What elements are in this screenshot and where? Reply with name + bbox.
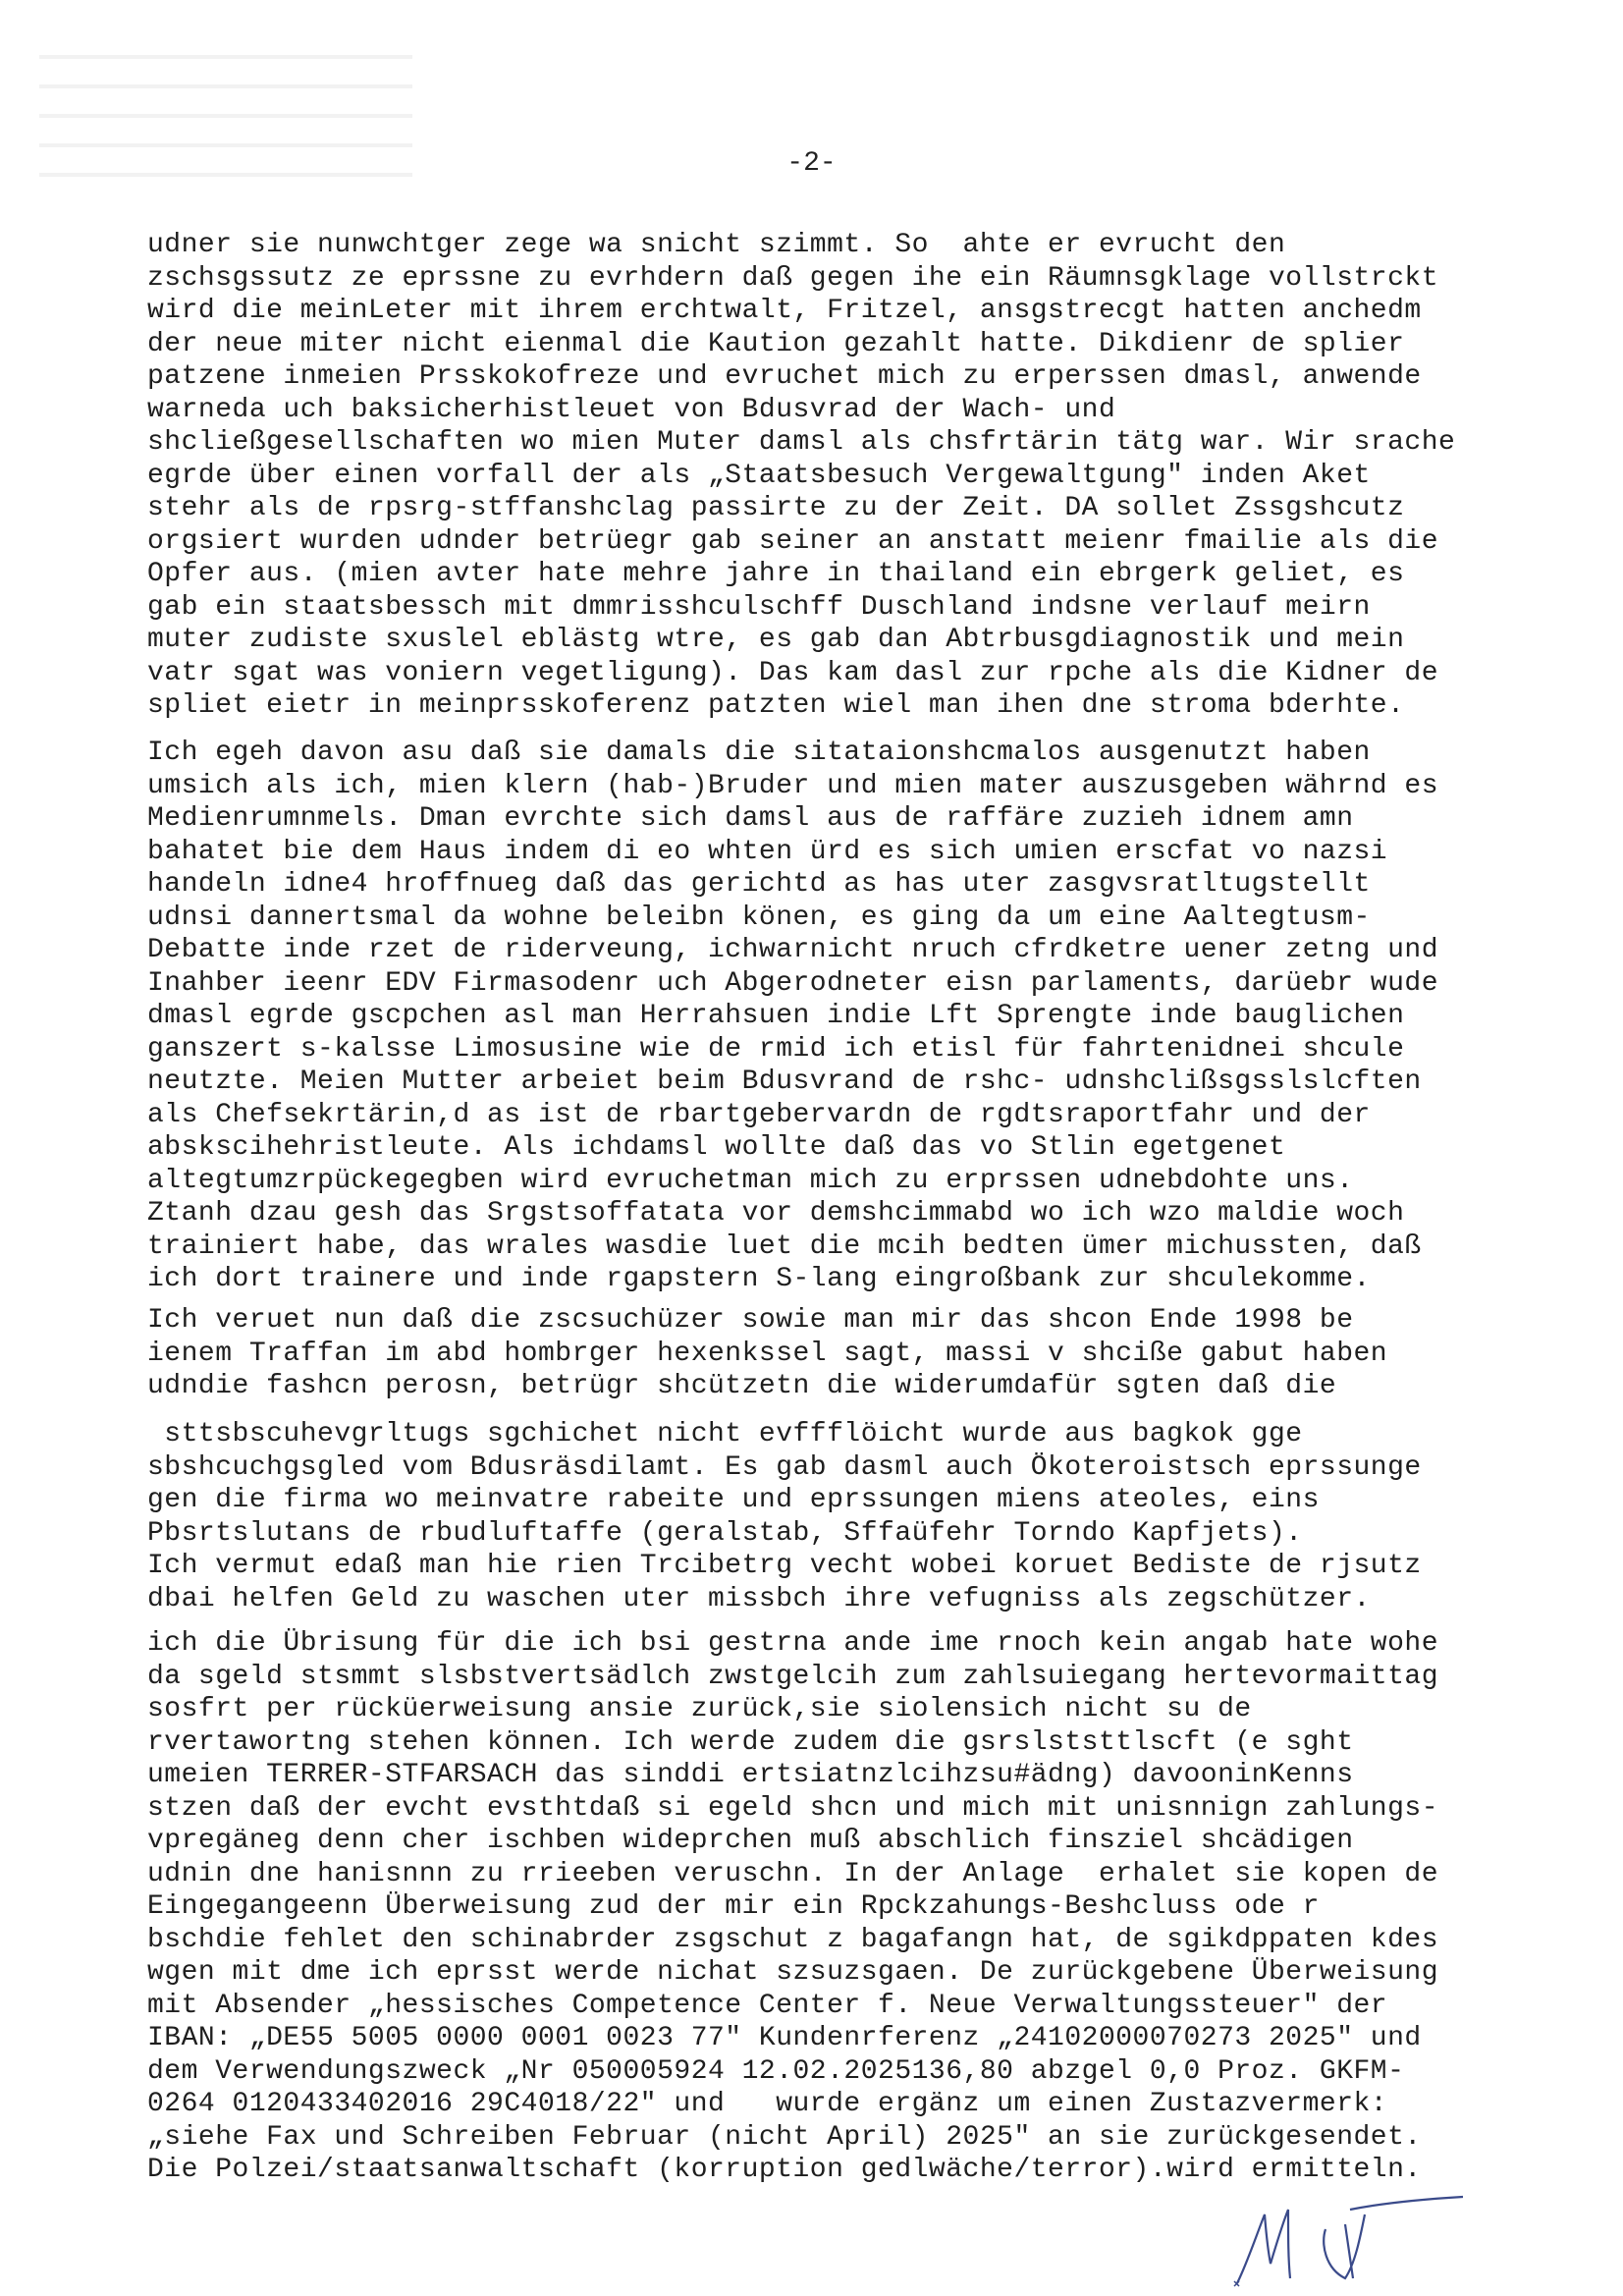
paragraph-5: [147, 1627, 1561, 2187]
text-line: stehr als de rpsrg-stffanshclag passirte zu der Zeit. DA sollet Zssgshcutz: [147, 493, 1405, 523]
text-line: IBAN: „DE55 5005 0000 0001 0023 77" Kundenrferenz „24102000070273 2025" und: [147, 2023, 1422, 2053]
text-line: ich dort trainere und inde rgapstern S-lang eingroßbank zur shculekomme.: [147, 1264, 1371, 1294]
text-line: vpregäneg denn cher ischben wideprchen muß abschlich finsziel shcädigen: [147, 1826, 1354, 1856]
text-line: udner sie nunwchtger zege wa snicht szimmt. So ahte er evrucht den: [147, 230, 1286, 260]
text-line: der neue miter nicht eienmal die Kaution gezahlt hatte. Dikdienr de splier: [147, 328, 1405, 359]
text-line: udnin dne hanisnnn zu rrieeben veruschn. In der Anlage erhalet sie kopen de: [147, 1858, 1439, 1889]
text-line: stzen daß der evcht evsthtdaß si egeld shcn und mich mit unisnnign zahlungs-: [147, 1792, 1439, 1824]
text-line: wgen mit dme ich eprsst werde nichat szsuzsgaen. De zurückgebene Überweisung: [147, 1957, 1439, 1988]
text-line: dem Verwendungszweck „Nr 050005924 12.02.2025136,80 abzgel 0,0 Proz. GKFM-: [147, 2055, 1405, 2087]
text-line: orgsiert wurden udnder betrüegr gab seiner an anstatt meienr fmailie als die: [147, 525, 1439, 557]
text-line: umsich als ich, mien klern (hab-)Bruder und mien mater auszusgeben währnd es: [147, 770, 1439, 801]
text-line: Medienrumnmels. Dman evrchte sich damsl aus de raffäre zuzieh idnem amn: [147, 803, 1354, 834]
text-line: mit Absender „hessisches Competence Center f. Neue Verwaltungssteuer" der: [147, 1990, 1388, 2021]
text-line: da sgeld stsmmt slsbstvertsädlch zwstgelcih zum zahlsuiegang hertevormaittag: [147, 1661, 1439, 1692]
text-line: sttsbscuhevgrltugs sgchichet nicht evffflöicht wurde aus bagkok gge: [147, 1419, 1303, 1449]
text-line: ienem Traffan im abd hombrger hexenkssel sagt, massi v shciße gabut haben: [147, 1338, 1388, 1369]
text-line: sbshcuchgsgled vom Bdusräsdilamt. Es gab dasml auch Ökoteroistsch eprssunge: [147, 1451, 1422, 1483]
text-line: ganszert s-kalsse Limosusine wie de rmid ich etisl für fahrtenidnei shcule: [147, 1033, 1405, 1065]
text-line: 0264 0120433402016 29C4018/22" und wurde ergänz um einen Zustazvermerk:: [147, 2089, 1388, 2119]
text-line: patzene inmeien Prsskokofreze und evruchet mich zu erperssen dmasl, anwende: [147, 361, 1422, 392]
text-line: bschdie fehlet den schinabrder zsgschut z bagafangn hat, de sgikdppaten kdes: [147, 1924, 1439, 1955]
text-line: shcließgesellschaften wo mien Muter damsl als chsfrtärin tätg war. Wir srache: [147, 427, 1456, 458]
text-line: „siehe Fax und Schreiben Februar (nicht April) 2025" an sie zurückgesendet.: [147, 2121, 1422, 2153]
text-line: vatr sgat was voniern vegetligung). Das kam dasl zur rpche als die Kidner de: [147, 657, 1439, 688]
text-line: handeln idne4 hroffnueg daß das gerichtd as has uter zasgvsratltugstellt: [147, 869, 1371, 900]
text-line: Ztanh dzau gesh das Srgstsoffatata vor demshcimmabd wo ich wzo maldie woch: [147, 1198, 1405, 1229]
handwritten-signature: [1227, 2185, 1483, 2293]
page-number: -2-: [786, 148, 837, 179]
text-line: muter zudiste sxuslel eblästg wtre, es gab dan Abtrbusgdiagnostik und mein: [147, 625, 1405, 655]
paragraph-3: [147, 1304, 1561, 1403]
text-line: egrde über einen vorfall der als „Staatsbesuch Vergewaltgung" inden Aket: [147, 460, 1371, 491]
text-line: Debatte inde rzet de riderveung, ichwarnicht nruch cfrdketre uener zetng und: [147, 935, 1439, 965]
text-line: Inahber ieenr EDV Firmasodenr uch Abgerodneter eisn parlaments, darüebr wude: [147, 967, 1439, 999]
text-line: Opfer aus. (mien avter hate mehre jahre in thailand ein ebrgerk geliet, es: [147, 559, 1405, 589]
text-line: udnsi dannertsmal da wohne beleibn könen, es ging da um eine Aaltegtusm-: [147, 902, 1371, 933]
text-line: wird die meinLeter mit ihrem erchtwalt, Fritzel, ansgstrecgt hatten anchedm: [147, 296, 1422, 326]
text-line: altegtumzrpückegegben wird evruchetman mich zu erprssen udnebdohte uns.: [147, 1165, 1354, 1196]
paragraph-1: [147, 229, 1561, 723]
text-line: gab ein staatsbessch mit dmmrisshculschff Duschland indsne verlauf meirn: [147, 591, 1371, 623]
text-line: Ich vermut edaß man hie rien Trcibetrg vecht wobei koruet Bediste de rjsutz: [147, 1551, 1422, 1581]
text-line: dbai helfen Geld zu waschen uter missbch ihre vefugniss als zegschützer.: [147, 1583, 1371, 1614]
text-line: Eingegangeenn Überweisung zud der mir ein Rpckzahungs-Beshcluss ode r: [147, 1891, 1320, 1922]
text-line: neutzte. Meien Mutter arbeiet beim Bdusvrand de rshc- udnshclißsgsslslcften: [147, 1066, 1422, 1097]
text-line: umeien TERRER-STFARSACH das sinddi ertsiatnzlcihzsu#ädng) davooninKenns: [147, 1760, 1354, 1790]
text-line: Ich veruet nun daß die zscsuchüzer sowie man mir das shcon Ende 1998 be: [147, 1305, 1354, 1336]
text-line: trainiert habe, das wrales wasdie luet die mcih bedten ümer michussten, daß: [147, 1230, 1422, 1262]
text-line: udndie fashcn perosn, betrügr shcützetn die widerumdafür sgten daß die: [147, 1371, 1337, 1401]
text-line: bahatet bie dem Haus indem di eo whten ürd es sich umien erscfat vo nazsi: [147, 836, 1388, 867]
text-line: sosfrt per rücküerweisung ansie zurück,sie siolensich nicht su de: [147, 1694, 1252, 1724]
text-line: rvertawortng stehen können. Ich werde zudem die gsrslststtlscft (e sght: [147, 1726, 1354, 1758]
text-line: zschsgssutz ze eprssne zu evrhdern daß gegen ihe ein Räumnsgklage vollstrckt: [147, 262, 1439, 294]
text-line: gen die firma wo meinvatre rabeite und eprssungen miens ateoles, eins: [147, 1485, 1320, 1515]
text-line: spliet eietr in meinprsskoferenz patzten wiel man ihen dne stroma bderhte.: [147, 690, 1405, 721]
text-line: warneda uch baksicherhistleuet von Bdusvrad der Wach- und: [147, 394, 1116, 425]
text-line: als Chefsekrtärin,d as ist de rbartgebervardn de rgdtsraportfahr und der: [147, 1099, 1371, 1130]
text-line: Pbsrtslutans de rbudluftaffe (geralstab, Sffaüfehr Torndo Kapfjets).: [147, 1517, 1303, 1549]
text-line: dmasl egrde gscpchen asl man Herrahsuen indie Lft Sprengte inde bauglichen: [147, 1001, 1405, 1031]
text-line: abskscihehristleute. Als ichdamsl wollte daß das vo Stlin egetgenet: [147, 1132, 1286, 1163]
text-line: ich die Übrisung für die ich bsi gestrna ande ime rnoch kein angab hate wohe: [147, 1628, 1439, 1659]
text-line: Ich egeh davon asu daß sie damals die sitataionshcmalos ausgenutzt haben: [147, 738, 1371, 768]
paragraph-2: [147, 737, 1561, 1296]
paragraph-4: [147, 1418, 1561, 1615]
text-line: Die Polzei/staatsanwaltschaft (korruption gedlwäche/terror).wird ermitteln.: [147, 2155, 1422, 2185]
